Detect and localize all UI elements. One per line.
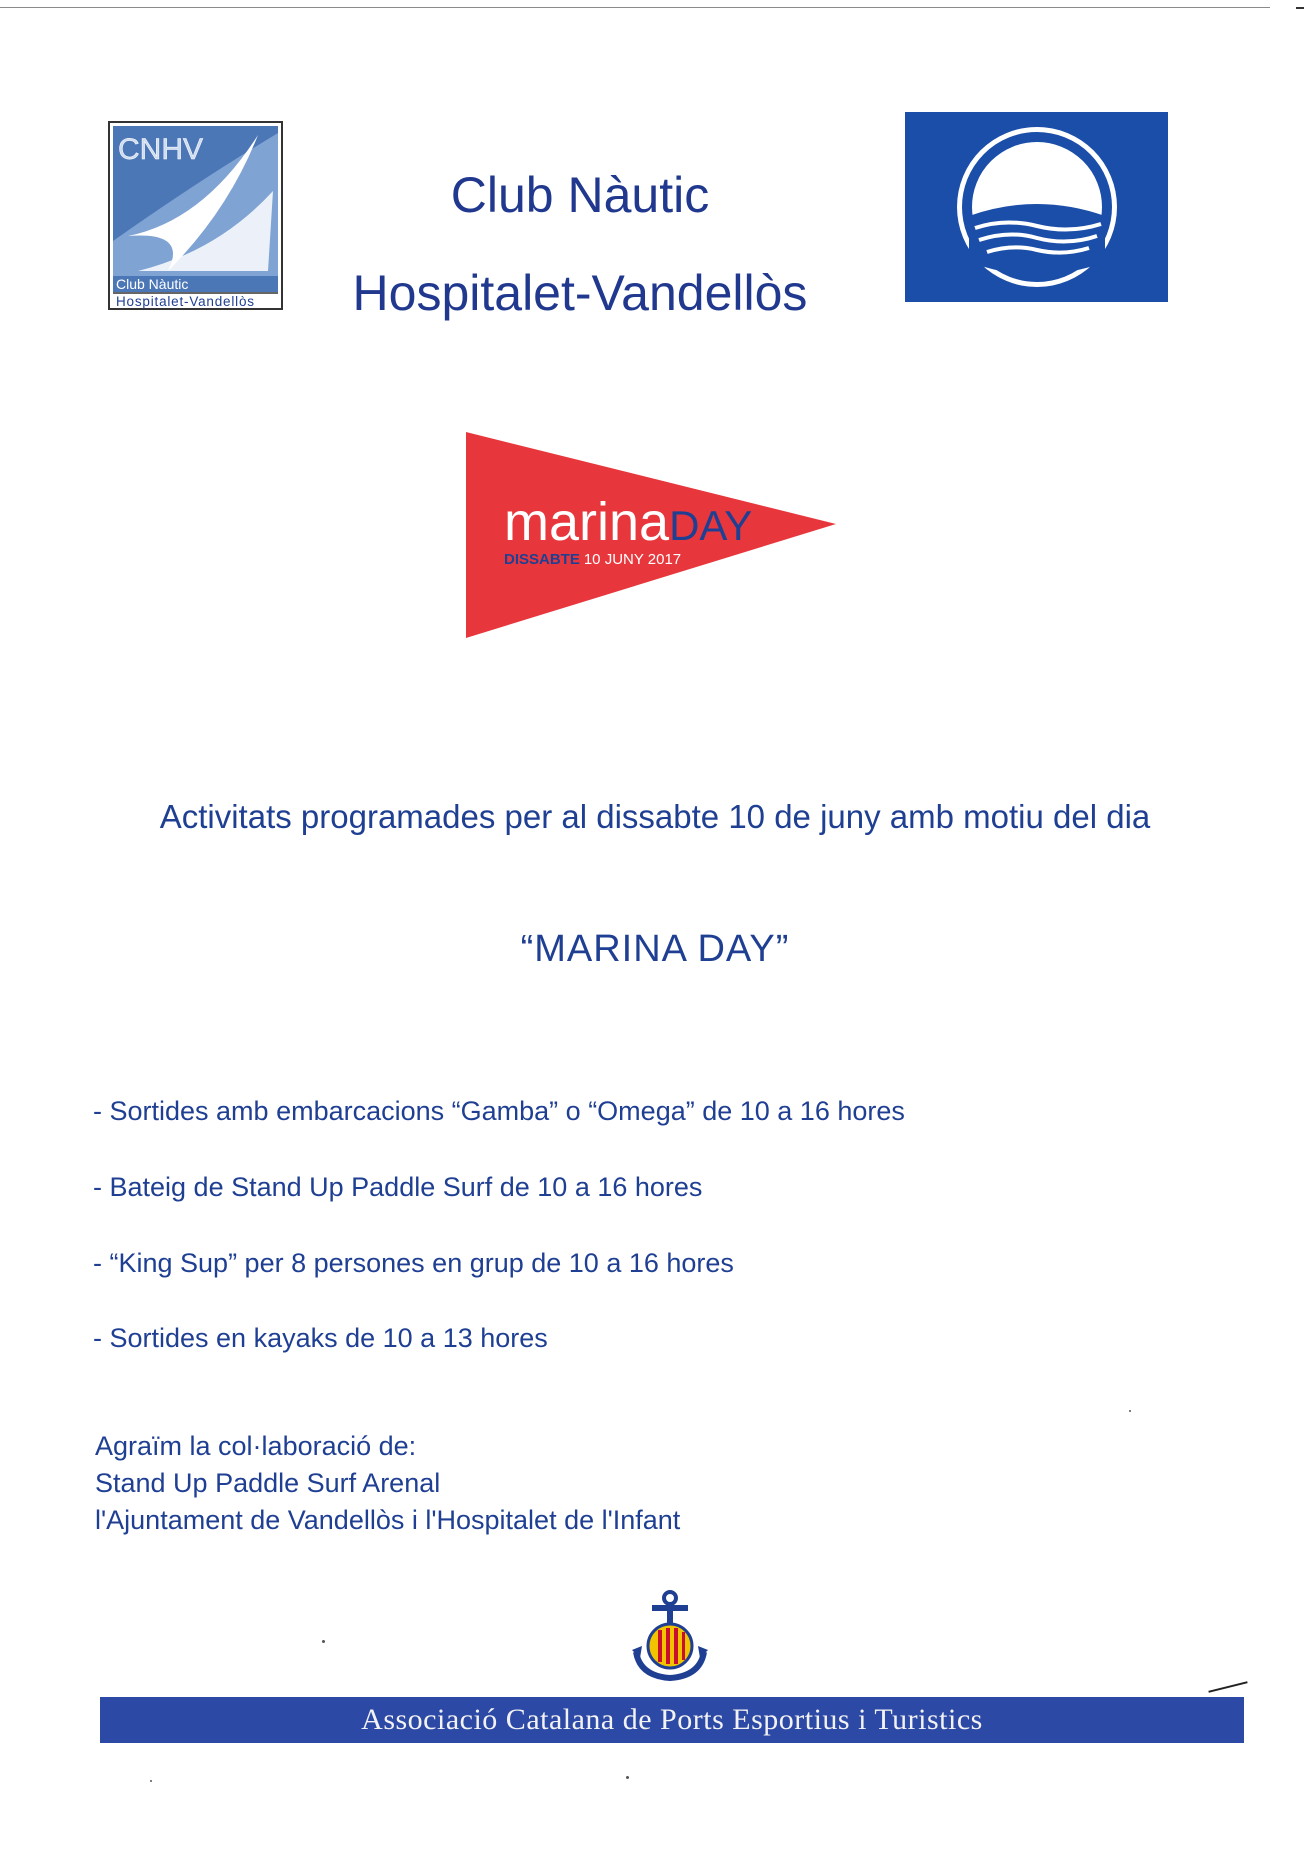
- activity-item: - Sortides en kayaks de 10 a 13 hores: [93, 1323, 548, 1353]
- top-scan-rule: [0, 7, 1270, 8]
- activity-item: - Bateig de Stand Up Paddle Surf de 10 a 16 hores: [93, 1172, 703, 1202]
- pennant-brand-upper: DAY: [669, 502, 753, 549]
- acknowledgements-heading: Agraïm la col·laboració de:: [95, 1431, 417, 1461]
- club-title-line1: Club Nàutic: [450, 167, 710, 223]
- marina-day-pennant: [460, 428, 842, 640]
- club-title: [290, 146, 870, 342]
- scan-pen-mark: [1208, 1681, 1247, 1693]
- cnhv-logo-abbreviation: CNHV: [118, 133, 204, 166]
- activity-item: - “King Sup” per 8 persones en grup de 10 a 16 hores: [93, 1248, 734, 1278]
- blue-flag-icon: [905, 112, 1168, 302]
- cnhv-club-logo: [108, 121, 283, 310]
- scan-speck: [322, 1640, 325, 1643]
- acknowledgements: [95, 1428, 680, 1539]
- svg-text:DISSABTE10 JUNY 2017: [504, 551, 681, 568]
- top-scan-mark: [1296, 7, 1304, 9]
- pennant-date-rest: 10 JUNY 2017: [583, 551, 682, 568]
- collaborator-item: l'Ajuntament de Vandellòs i l'Hospitalet de l'Infant: [95, 1505, 681, 1535]
- event-name: “MARINA DAY”: [520, 928, 790, 970]
- anchor-emblem-icon: [630, 1590, 710, 1682]
- pennant-brand-lower: marina: [504, 492, 670, 552]
- club-title-line2: Hospitalet-Vandellòs: [352, 265, 808, 321]
- association-name: Associació Catalana de Ports Esportius i Turistics: [361, 1703, 983, 1736]
- cnhv-logo-label-line1: Club Nàutic: [116, 276, 189, 292]
- activities-intro: Activitats programades per al dissabte 10 de juny amb motiu del dia: [159, 798, 1151, 835]
- association-footer-bar: [100, 1697, 1244, 1743]
- activity-item: - Sortides amb embarcacions “Gamba” o “Omega” de 10 a 16 hores: [93, 1096, 905, 1126]
- pennant-date-day: DISSABTE: [504, 551, 580, 568]
- blue-flag-emblem: [905, 112, 1168, 302]
- scan-speck: [626, 1776, 629, 1779]
- cnhv-logo-label-line2: Hospitalet-Vandellòs: [116, 294, 255, 309]
- scan-speck: [150, 1780, 152, 1782]
- scan-speck: [1129, 1410, 1131, 1412]
- collaborator-item: Stand Up Paddle Surf Arenal: [95, 1468, 441, 1498]
